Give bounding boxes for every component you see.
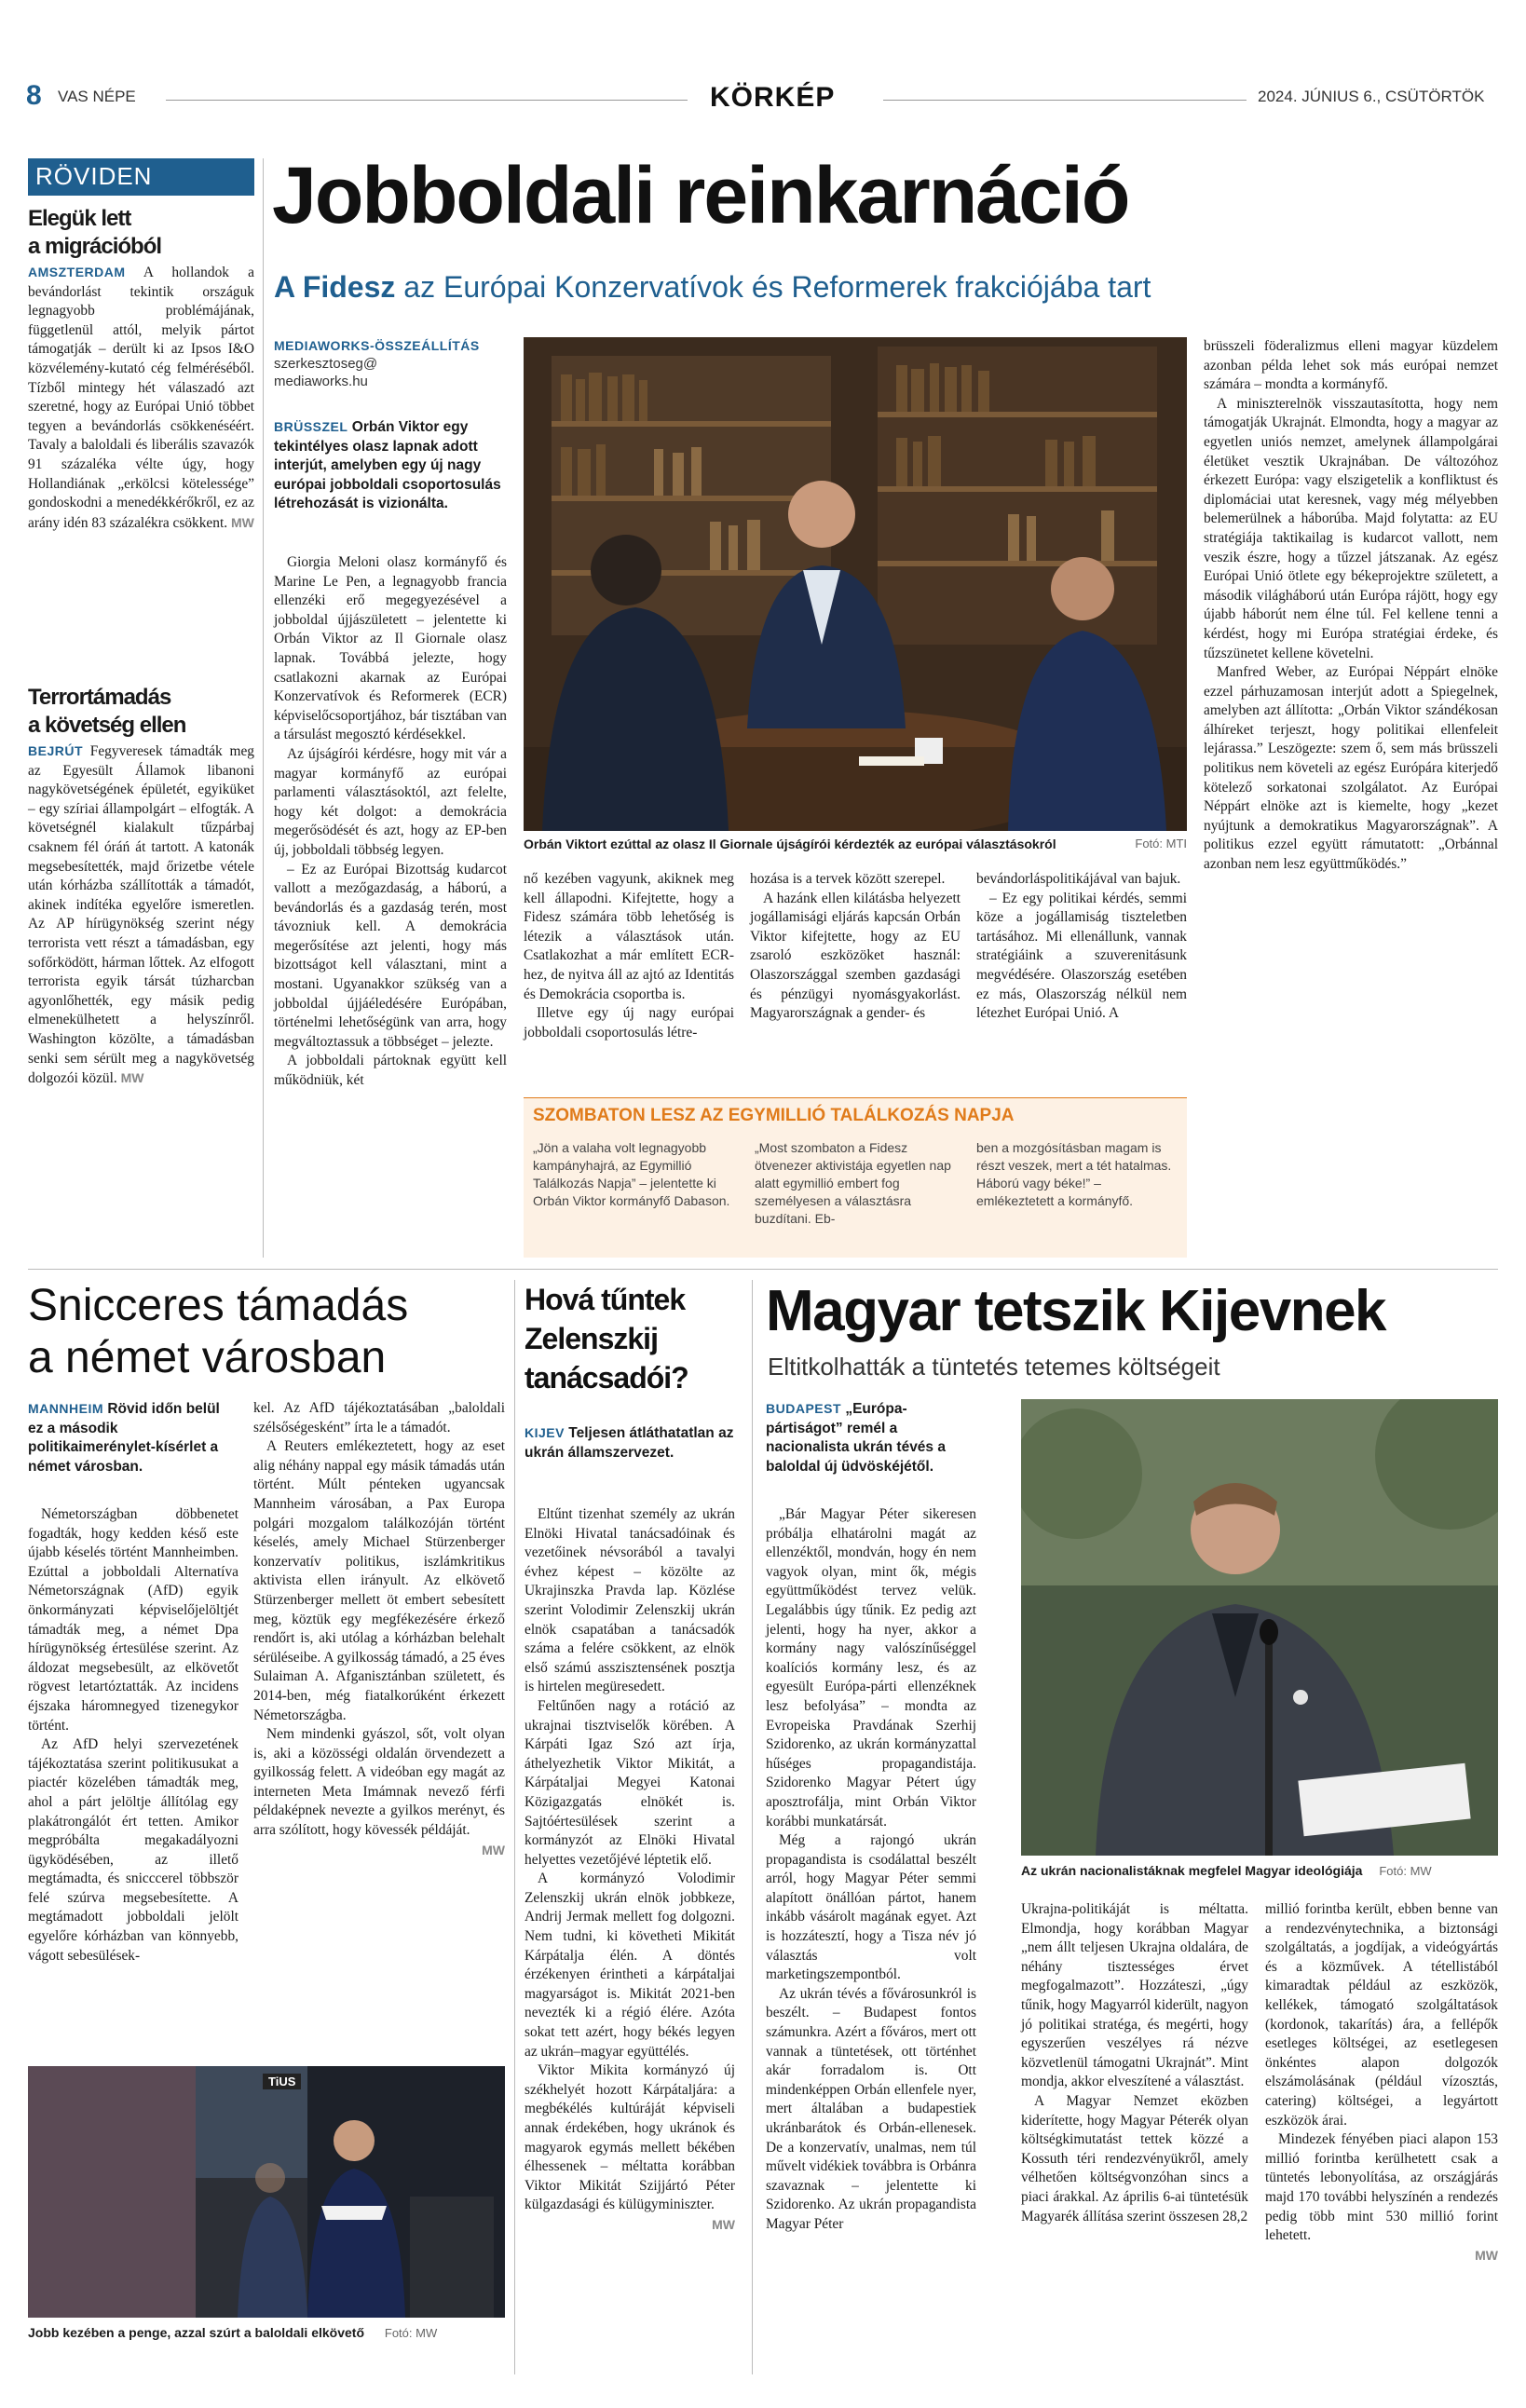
paragraph: A jobboldali pártoknak együtt kell működniük, két [274, 1053, 507, 1089]
paragraph: brüsszeli föderalizmus elleni magyar küzdelem azonban példa lehet sok más európai nemzet számára – mondta a kormányfő. [1204, 338, 1498, 393]
paragraph: Illetve egy új nagy európai jobboldali csoportosulás létre- [524, 1005, 734, 1041]
paper-name: VAS NÉPE [58, 88, 136, 105]
paragraph: Viktor Mikita kormányzó új székhelyét hozott Kárpátaljára: a megbékélés kultúráját képviseli annak érdekében, hogy ukránok és magyarok egymás mellett békében élhessenek – méltatta korábban Viktor Mikitát Szijjártó Péter külgazdasági és külügyminiszter. [525, 2062, 735, 2213]
magyar-title: Magyar tetszik Kijevnek [766, 1279, 1386, 1343]
paragraph: Eltűnt tizenhat személy az ukrán Elnöki Hivatal tanácsadóinak és vezetőinek névsorából a tavalyi évhez képest – közölte az Ukrajinszka Pravda lap. Közlése szerint Volodimir Zelenszkij ukrán elnök csapatában a tanácsadók száma a felére csökkent, az elnök első számú asszisztensének posztja is hirtelen megüresedett. [525, 1506, 735, 1695]
paragraph: Nem mindenki gyászol, sőt, volt olyan is, aki a közösségi oldalán örvendezett a gyilkosság felett. A videóban egy magát az interneten Meta Imámnak nevező férfi példaképnek nevezte a gyilkos merényt, és arra szólított, hogy kövessék példáját. [253, 1726, 505, 1839]
orban-interview-photo [524, 337, 1187, 831]
main-article-subtitle: A Fidesz az Európai Konzervatívok és Reformerek frakciójába tart [274, 270, 1151, 304]
egymillio-box [524, 1097, 1187, 1258]
magyar-subtitle: Eltitkolhatták a tüntetés tetemes költségeit [768, 1353, 1220, 1381]
knife-attacker-photo [28, 2066, 505, 2318]
rule-horizontal [28, 1269, 1498, 1270]
page-header [26, 80, 1500, 117]
snicceres-lead: MANNHEIM Rövid időn belül ez a második politikaimerénylet-kísérlet a német városban. [28, 1401, 220, 1475]
egymillio-box-title: SZOMBATON LESZ AZ EGYMILLIÓ TALÁLKOZÁS NAPJA [533, 1106, 1015, 1125]
egymillio-box-col2: „Most szombaton a Fidesz ötvenezer aktivistája egyetlen nap alatt egymillió embert fog személyesen a választásra buzdítani. Eb- [755, 1140, 951, 1226]
roviden-item2-text: BEJRÚT Fegyveresek támadták meg az Egyesült Államok libanoni nagykövetségének épületét, egyiküket – egy szíriai állampolgárt – elfogták. A követségnél kialakult tűzpárbaj csaknem fél óráń át tartott. A katonák megsebesítették, majd őrizetbe vétele után kórházba szállították a támadót, akinek indítéka egyelőre ismeretlen. Az AP hírügynökség szerint négy terrorista vett részt a támadásban, egy sofőrködött, hárman lőttek. Az elfogott terrorista egyik társát túzharcban agyonlőhették, egy másik pedig elmenekülhetett a helyszínről. Washington közölte, a támadásban senki sem sérült meg a nagykövetség dolgozói közül. MW [28, 743, 254, 1087]
paragraph: bevándorláspolitikájával van bajuk. [976, 871, 1181, 887]
paragraph: kel. Az AfD tájékoztatásában „baloldali szélsőségesként” írta le a támadót. [253, 1400, 505, 1435]
signature: MW [482, 1842, 505, 1857]
paragraph: millió forintba került, ebben benne van a rendezvénytechnika, a biztonsági szolgáltatás, a jogdíjak, a videógyártás és a közművek. A tétellistából kimaradtak például az eszközök, kellékek, támogató szolgáltatások (kordonok, takarítás) ára, a fellépők esetleges költségei, az esetlegesen önkéntes alapon dolgozók elszámolásának (például vízosztás, catering) költségei, a legyártott eszközök árai. [1265, 1901, 1498, 2129]
roviden-item1-title: Elegük lett a migrációból [28, 206, 162, 259]
main-article-col2 [524, 870, 734, 1042]
magyar-peter-photo [1021, 1399, 1498, 1856]
tius-logo: TiUS [263, 2074, 301, 2089]
section-title: KÖRKÉP [710, 82, 836, 113]
magyar-col3 [1265, 1900, 1498, 2265]
main-article-col3 [750, 870, 961, 1024]
main-photo-caption: Orbán Viktort ezúttal az olasz Il Giornale újságírói kérdezték az európai választásokról Fotó: MTI [524, 837, 1187, 851]
main-lead: BRÜSSZEL Orbán Viktor egy tekintélyes olasz lapnak adott interjút, amelyben egy új nagy európai jobboldali csoportosulás létrehozását is vizionálta. [274, 419, 501, 511]
egymillio-box-col3: ben a mozgósításban magam is részt veszek, mert a tét hatalmas. Háború vagy béke!” – emlékeztetett a kormányfő. [976, 1140, 1172, 1208]
paragraph: Az ukrán tévés a fővárosunkról is beszélt. – Budapest fontos számunkra. Azért a főváros, mert ott vannak a tüntetések, ott történhet akár forradalom is. Ott mindenképpen Orbán ellenfele nyer, mert általában a budapestiek ukránbarátok és Orbán-ellenesek. De a konzervatív, unalmas, nem túl művelt vidékiek továbbra is Orbánra szavaznak – jelentette ki Szidorenko. Az ukrán propagandista Magyar Péter [766, 1985, 976, 2232]
paragraph: Mindezek fényében piaci alapon 153 millió forintba kerülhetett csak a tüntetés lebonyolítása, az országjárás majd 170 további helyszínén a rendezés pedig több mint 530 millió forint lehetett. [1265, 2131, 1498, 2244]
magyar-lead: BUDAPEST „Európa-pártiságot” remél a nacionalista ukrán tévés a baloldal új üdvöskéjétől. [766, 1401, 946, 1475]
main-article-col5 [1204, 337, 1498, 875]
roviden-item1-text: AMSZTERDAM A hollandok a bevándorlást tekintik országuk legnagyobb problémájának, függetlenül attól, melyik pártot támogatják – derült ki az Ipsos I&O közvélemény-kutató cég felméréséből. Tízből mintegy hét válaszadó azt szeretné, hogy az Európai Unió többet tegyen a bevándorlás csökkenéséért. Tavaly a baloldali és liberális szavazók 91 százaléka vélte úgy, hogy Hollandiának „erkölcsi kötelessége” gondoskodni a menedékkérőkről, ez az arány idén 83 százalékra csökkent. MW [28, 265, 254, 531]
zelenszkij-body [525, 1505, 735, 2235]
roviden-column [28, 158, 254, 1258]
main-article-col1 [274, 553, 507, 1091]
rule-roviden [263, 158, 264, 1258]
snicceres-photo [28, 2066, 505, 2318]
paragraph: A Reuters emlékeztetett, hogy az eset alig néhány nappal egy másik támadás után történt. Múlt pénteken ugyancsak Mannheim városában, a Pax Europa polgári mozgalom találkozóján történt késelés, amely Michael Stürzenberger konzervatív politikus, iszlámkritikus aktivista ellen irányult. Az elkövető Stürzenberger mellett öt embert sebesített meg, köztük egy megfékezésére érkező rendőrt is, aki utólag a kórházban belehalt sérüléseibe. A gyilkosság támadó, a 25 éves Sulaiman A. Afganisztánban született, és 2014-ben, még fiatalkorúként érkezett Németországba. [253, 1438, 505, 1723]
magyar-col1 [766, 1505, 976, 2235]
main-article-title: Jobboldali reinkarnáció [272, 151, 1129, 240]
paragraph: Németországban döbbenetet fogadták, hogy kedden késő este újabb késelés történt Mannheimben. Ezúttal a jobboldali Alternatíva Németországnak (AfD) egyik önkormányzati képviselőjelöltjét támadták meg, a német Dpa hírügynökség értesülése szerint. Az áldozat megsebesült, az elkövetőt rögvest letartóztatták. Az incidens éjszaka háromnegyed tizenegykor történt. [28, 1506, 238, 1734]
paragraph: A Magyar Nemzet eközben kiderítette, hogy Magyar Péterék olyan költségkimutatást tettek közzé a Kossuth téri rendezvényükről, amely vélhetően költségvonzóhan sincs a piaci árakkal. Az április 6-ai tüntetésük Magyarék állítása szerint összesen 28,2 [1021, 2092, 1248, 2224]
paragraph: Manfred Weber, az Európai Néppárt elnöke ezzel párhuzamosan interjút adott a Spiegelnek, amelyben azt állította: „Orbán Viktor szándékosan álhíreket terjeszt, hogy politikai ellenfeleit lejárassa.” Leszögezte: szem ő, sem más brüsszeli politikus nem követeli az egész Európára kiterjedő kötelező sorkatonai szolgálatot. Az Európai Néppárt elnöke azt is kiemelte, hogy „kezet nyújtunk a demokratikus Magyarországnak”. A politikus ezzel együtt rámutatott: „Orbánnal azonban nem lesz együttműködés.” [1204, 664, 1498, 873]
paragraph: A kormányzó Volodimir Zelenszkij ukrán elnök jobbkeze, Andrij Jermak mellett fog dolgozni. Nem tudni, ki követheti Mikitát Kárpátalja élén. A döntés érzékenyen érintheti a kárpátaljai magyarságot is. Mikitát 2021-ben nevezték ki a régió élére. Azóta sokat tett azért, hogy békés legyen az ukrán–magyar együttélés. [525, 1871, 735, 2060]
rule-snicceres [514, 1280, 515, 2374]
magyar-photo-credit: Fotó: MW [1379, 1864, 1432, 1878]
signature: MW [1475, 2247, 1498, 2263]
signature: MW [712, 2216, 735, 2232]
snicceres-col2 [253, 1399, 505, 1859]
main-article-col4 [976, 870, 1187, 1024]
paragraph: A miniszterelnök visszautasította, hogy nem támogatják Ukrajnát. Elmondta, hogy a magyar az egyetlen uniós nemzet, amelynek állampolgárai életüket vesztik Ukrajnában. De változóhoz érkezett Európa: vagy elszigetelik a konfliktust és diplomáciai utat keresnek, vagy még mélyebben belemerülnek a háborúba. Majd folytatta: az EU stratégiája taktikailag is kudarcot vallott, nem veszik észre, hogy a tűzzel játszanak. Az egész Európai Unió ötlete egy békeprojektre született, a második világháború után Európa rájött, hogy egy újabb háborút nem élne túl. Fel kellene tenni a kérdést, hogy mi Európa stratégiai érdeke, és tűzszünetet kellene követelni. [1204, 395, 1498, 661]
paragraph: Ukrajna-politikáját is méltatta. Elmondja, hogy korábban Magyar „nem állt teljesen Ukrajna oldalára, de néhány tisztességes érvet megfogalmazott”. Hozzáteszi, „úgy tűnik, hogy Magyarról kiderült, nagyon jó politikai stratéga, és megérti, hogy egyszerűen veszélyes rá nézve közvetlenül támogatni Ukrajnát”. Mint mondja, akkor elveszítené a választást. [1021, 1901, 1248, 2090]
paragraph: Giorgia Meloni olasz kormányfő és Marine Le Pen, a legnagyobb francia ellenzéki erő megegyezésével a jobboldal újjászületett – jelentette ki Orbán Viktor az Il Giornale olasz lapnak. Továbbá jelezte, hogy csatlakozni akarnak az Európai Konzervatívok és Reformerek (ECR) képviselőcsoportjához, bár tisztában van a társulást megosztó kérdésekkel. [274, 554, 507, 743]
paragraph: Még a rajongó ukrán propagandista is csodálattal beszélt arról, hogy Magyar Péter semmi alapított önállóan pártot, hanem inkább vásárolt magának egyet. Azt is hozzátesztí, hogy a Tisza név jó választás volt marketingszempontból. [766, 1832, 976, 1983]
snicceres-title: Snicceres támadás a német városban [28, 1281, 409, 1382]
paragraph: – Ez egy politikai kérdés, semmi köze a jogállamiság tiszteletben tartásához. Mi ellenállunk, vannak stratégiáink a szuverenitásunk megvédésére. Olaszország esetében ez más, Olaszország nélkül nem létezhet Európai Unió. A [976, 890, 1187, 1022]
issue-date: 2024. JÚNIUS 6., CSÜTÖRTÖK [1258, 88, 1485, 105]
page-number: 8 [26, 80, 42, 111]
main-photo [524, 337, 1187, 831]
magyar-photo-caption: Az ukrán nacionalistáknak megfelel Magyar ideológiája Fotó: MW [1021, 1863, 1432, 1878]
header-rule-left [166, 100, 688, 101]
snicceres-photo-credit: Fotó: MW [384, 2326, 438, 2340]
magyar-photo [1021, 1399, 1498, 1856]
paragraph: Az újságírói kérdésre, hogy mit vár a magyar kormányfő az európai parlamenti választásoktól, azt felelte, hogy két dolgot: a demokrácia megerősödését és azt, hogy az EP-ben új, jobboldali többség legyen. [274, 745, 507, 858]
roviden-item2-title: Terrortámadás a követség ellen [28, 685, 186, 738]
snicceres-photo-caption: Jobb kezében a penge, azzal szúrt a baloldali elkövető Fotó: MW [28, 2325, 438, 2340]
zelenszkij-title: Hová tűntek Zelenszkij tanácsadói? [525, 1283, 688, 1394]
header-rule-right [883, 100, 1247, 101]
paragraph: „Bár Magyar Péter sikeresen próbálja elhatárolni magát az ellenzéktől, mondván, hogy én nem vagyok olyan, mint ők, mégis együttműködést tervez velük. Legalábbis úgy tűnik. Ez pedig azt jelenti, hogy ha nyer, akkor a kormány nagy valószínűséggel koalíciós kormány lesz, és az egyesült Európa-párti ellenzéknek lesz befolyása” – mondta az Evropeiska Pravdának Szerhij Szidorenko, az ukrán kormányzattal hűséges propagandistája. Szidorenko Magyar Pétert úgy aposztrofálja, mint Orbán Viktor korábbi munkatársát. [766, 1506, 976, 1830]
egymillio-box-col1: „Jön a valaha volt legnagyobb kampányhajrá, az Egymillió Találkozás Napja” – jelentette ki Orbán Viktor kormányfő Dabason. [533, 1140, 730, 1208]
main-photo-credit: Fotó: MTI [1135, 837, 1187, 850]
magyar-col2 [1021, 1900, 1248, 2226]
paragraph: nő kezében vagyunk, akiknek meg kell állapodni. Kifejtette, hogy a Fidesz számára több lehetőség is létezik a választások után. Csatlakozhat a már említett ECR-hez, de nyitva áll az ajtó az Identitás és Demokrácia csoportba is. [524, 871, 734, 1002]
paragraph: Feltűnően nagy a rotáció az ukrajnai tisztviselők körében. A Kárpáti Igaz Szó azt írja, áthelyezhetik Viktor Mikitát, a Kárpátaljai Megyei Katonai Közigazgatás elnökét is. Sajtóértesülések szerint a kormányzót az Elnöki Hivatal helyettes vezetőjévé léptetik elő. [525, 1697, 735, 1868]
snicceres-col1 [28, 1505, 238, 1966]
paragraph: hozása is a tervek között szerepel. [750, 871, 946, 887]
zelenszkij-lead: KIJEV Teljesen átláthatatlan az ukrán államszervezet. [525, 1425, 734, 1461]
rule-zelenszkij [752, 1280, 753, 2374]
paragraph: Az AfD helyi szervezetének tájékoztatása szerint politikusukat a piactér közelében támadták meg, ahol a párt jelöltje állítólag egy plakátrongálót ért tetten. Amikor megpróbálta megakadályozni ügyködésében, az illető megtámadta, és snicccerel többször felé szúrva megsebesítette. A megtámadott jobboldali jelölt egyelőre kórházban van könnyebb, vágott sebesülések- [28, 1736, 238, 1964]
main-byline: MEDIAWORKS-ÖSSZEÁLLÍTÁS szerkesztoseg@ mediaworks.hu [274, 338, 480, 389]
roviden-label: RÖVIDEN [28, 158, 254, 196]
paragraph: – Ez az Európai Bizottság kudarcot vallott a mezőgazdaság, a háború, a bevándorlás és a gazdaság terén, most távozniuk kell. A demokrácia megerősítése azt jelenti, hogy más bizottságot kell választani, mint a mostani. Ugyanakkor szükség van a jobboldal újjáéledésére Európában, történelmi lehetőségünk van arra, hogy megváltoztassuk a többséget – jelezte. [274, 861, 507, 1050]
paragraph: A hazánk ellen kilátásba helyezett jogállamisági eljárás kapcsán Orbán Viktor kifejtette, hogy az EU zsaroló eszközöket használ: Olaszországgal szemben gazdasági és pénzügyi nyomásgyakorlást. Magyarországnak a gender- és [750, 890, 961, 1022]
